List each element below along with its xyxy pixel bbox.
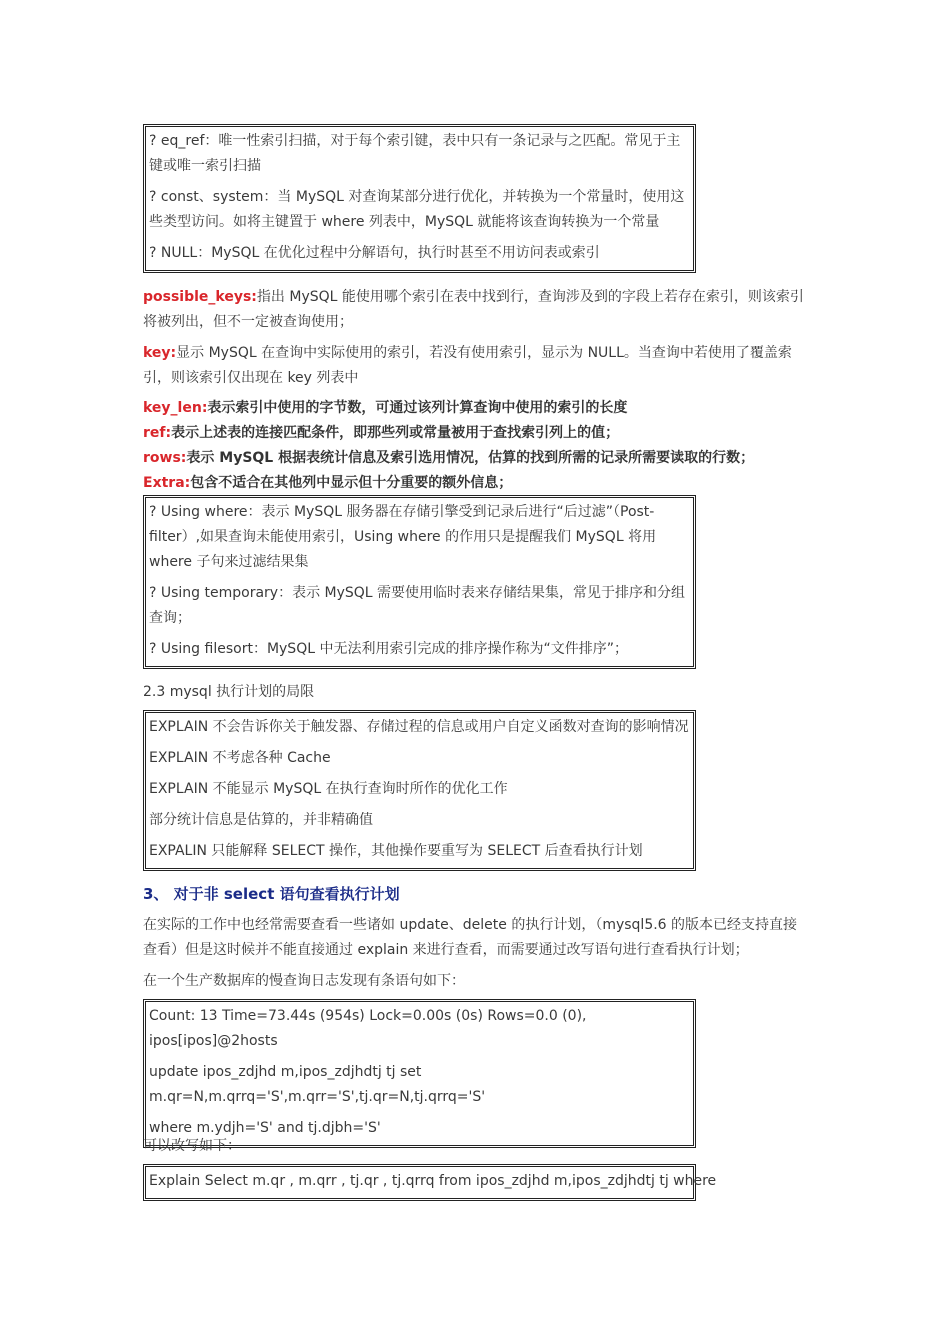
key-len-paragraph xyxy=(143,396,808,421)
intro-paragraph: 在实际的工作中也经常需要查看一些诸如 update、delete 的执行计划，（mysql5.6 的版本已经支持直接查看）但是这时候并不能直接通过 explain 来进行查看，而需要通过改写语句进行查看执行计划； xyxy=(143,917,798,958)
query-update-line: update ipos_zdjhd m,ipos_zdjhdtj tj set m.qr=N,m.qrrq='S',m.qrr='S',tj.qr=N,tj.qrrq='S' xyxy=(149,1064,486,1105)
ref-label: ref: xyxy=(143,425,172,441)
query-count-line: Count: 13 Time=73.44s (954s) Lock=0.00s (0s) Rows=0.0 (0), ipos[ipos]@2hosts xyxy=(149,1008,587,1049)
ref-text: 表示上述表的连接匹配条件，即那些列或常量被用于查找索引列上的值； xyxy=(171,425,620,441)
key-paragraph xyxy=(143,341,808,391)
rewrite-paragraph: 可以改写如下： xyxy=(143,1138,241,1154)
possible-keys-text: 指出 MySQL 能使用哪个索引在表中找到行，查询涉及到的字段上若存在索引，则该索引将被列出，但不一定被查询使用； xyxy=(143,289,804,330)
extra-text: 包含不适合在其他列中显示但十分重要的额外信息； xyxy=(190,475,513,491)
explain-select-box xyxy=(143,1164,717,1201)
limit-item: EXPLAIN 不考虑各种 Cache xyxy=(149,750,331,766)
using-filesort-line: ? Using filesort：MySQL 中无法利用索引完成的排序操作称为“文件排序”； xyxy=(149,641,628,657)
section-limits-title: 2.3 mysql 执行计划的局限 xyxy=(143,684,315,700)
extra-paragraph xyxy=(143,471,808,496)
rows-text: 表示 MySQL 根据表统计信息及索引选用情况，估算的找到所需的记录所需要读取的行数； xyxy=(186,450,755,466)
ref-paragraph xyxy=(143,421,808,446)
rows-label: rows: xyxy=(143,450,187,466)
key-label: key: xyxy=(143,345,177,361)
query-where-line: where m.ydjh='S' and tj.djbh='S' xyxy=(149,1120,381,1136)
slow-query-box xyxy=(143,999,696,1148)
extra-values-box xyxy=(143,495,696,669)
limit-item: EXPLAIN 不能显示 MySQL 在执行查询时所作的优化工作 xyxy=(149,781,508,797)
slowlog-paragraph: 在一个生产数据库的慢查询日志发现有条语句如下： xyxy=(143,973,465,989)
limit-item: EXPALIN 只能解释 SELECT 操作，其他操作要重写为 SELECT 后查看执行计划 xyxy=(149,843,643,859)
limit-item: EXPLAIN 不会告诉你关于触发器、存储过程的信息或用户自定义函数对查询的影响情况 xyxy=(149,719,689,735)
using-temporary-line: ? Using temporary：表示 MySQL 需要使用临时表来存储结果集，常见于排序和分组查询； xyxy=(149,585,686,626)
const-system-line: ? const、system：当 MySQL 对查询某部分进行优化，并转换为一个常量时，使用这些类型访问。如将主键置于 where 列表中，MySQL 就能将该查询转换为一个常量 xyxy=(149,189,685,230)
key-len-text: 表示索引中使用的字节数，可通过该列计算查询中使用的索引的长度 xyxy=(207,400,628,416)
key-text: 显示 MySQL 在查询中实际使用的索引，若没有使用索引，显示为 NULL。当查询中若使用了覆盖索引，则该索引仅出现在 key 列表中 xyxy=(143,345,792,386)
extra-label: Extra: xyxy=(143,475,191,491)
possible-keys-label: possible_keys: xyxy=(143,289,257,305)
explain-select-line: Explain Select m.qr , m.qrr , tj.qr , tj.qrrq from ipos_zdjhd m,ipos_zdjhdtj tj where xyxy=(149,1173,717,1189)
using-where-line: ? Using where：表示 MySQL 服务器在存储引擎受到记录后进行“后过滤”（Post-filter）,如果查询未能使用索引，Using where 的作用只是提醒我们 MySQL 将用 where 子句来过滤结果集 xyxy=(149,504,657,570)
eq-ref-line: ? eq_ref：唯一性索引扫描，对于每个索引键，表中只有一条记录与之匹配。常见于主键或唯一索引扫描 xyxy=(149,133,681,174)
limit-item: 部分统计信息是估算的，并非精确值 xyxy=(149,812,373,828)
possible-keys-paragraph xyxy=(143,285,808,335)
rows-paragraph xyxy=(143,446,808,471)
key-len-label: key_len: xyxy=(143,400,208,416)
null-line: ? NULL：MySQL 在优化过程中分解语句，执行时甚至不用访问表或索引 xyxy=(149,245,600,261)
section-heading-3: 3、 对于非 select 语句查看执行计划 xyxy=(143,885,400,903)
limits-box xyxy=(143,710,696,871)
type-description-box xyxy=(143,124,696,273)
